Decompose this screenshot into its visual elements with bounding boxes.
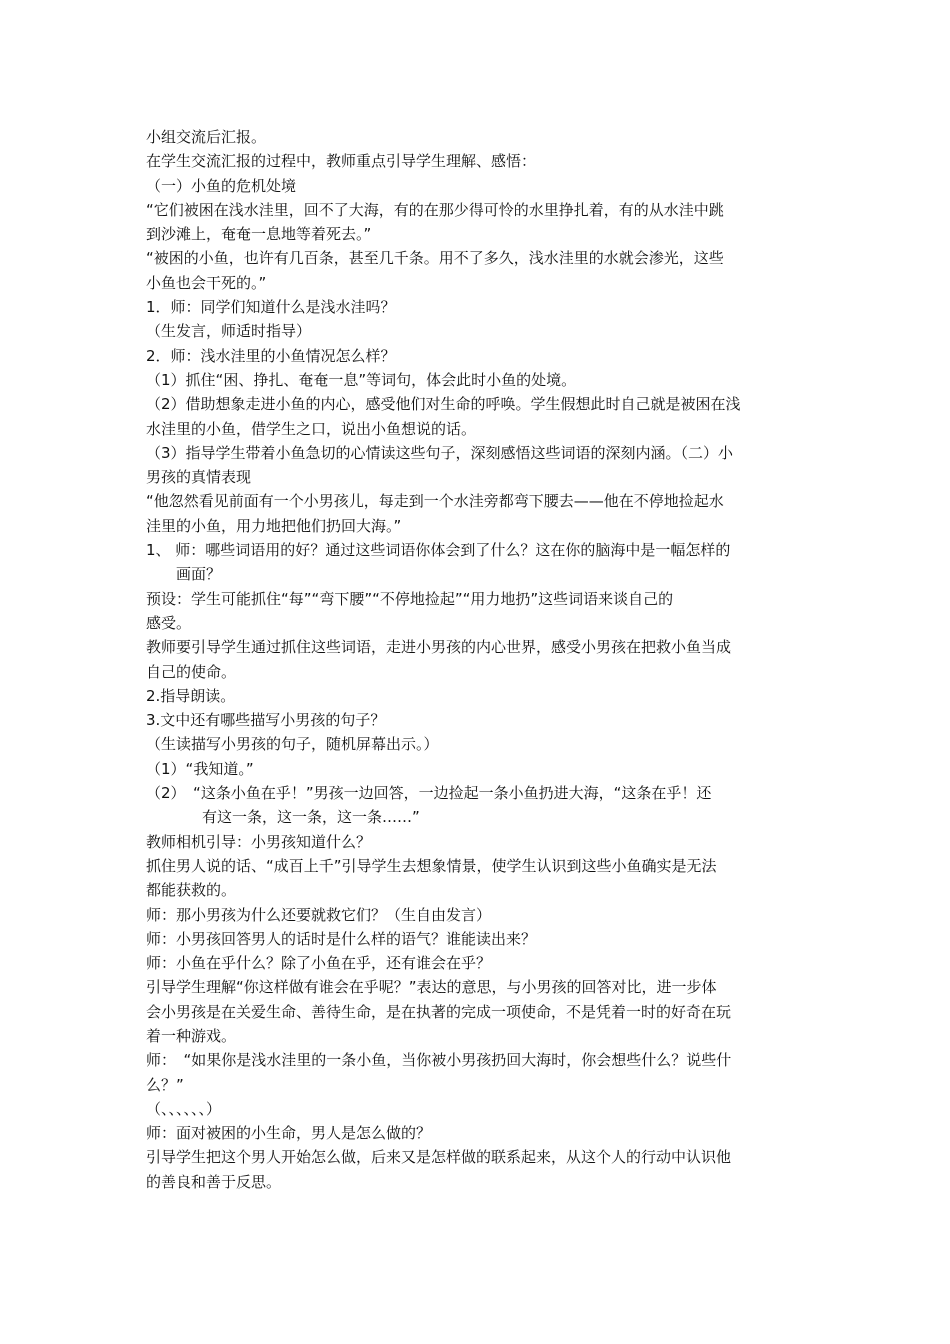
list-item: （1）抓住“困、挣扎、奄奄一息”等词句，体会此时小鱼的处境。 [146,370,577,389]
quote-line: 洼里的小鱼，用力地把他们扔回大海。” [146,516,402,535]
list-item: 2．师：浅水洼里的小鱼情况怎么样？ [146,346,396,365]
paragraph-line: 的善良和善于反思。 [146,1172,282,1191]
list-item: 3.文中还有哪些描写小男孩的句子？ [146,711,386,730]
list-item-continuation: 画面？ [176,565,222,584]
paragraph-line: 师： “如果你是浅水洼里的一条小鱼，当你被小男孩扔回大海时，你会想些什么？说些什 [146,1051,732,1070]
document-body [146,125,811,1194]
paragraph-line: 教师相机引导：小男孩知道什么？ [146,832,372,851]
quote-line: 小鱼也会干死的。” [146,273,267,292]
paragraph-line: （生读描写小男孩的句子，随机屏幕出示。） [146,735,439,754]
list-item: 2.指导朗读。 [146,686,236,705]
paragraph-line: 小组交流后汇报。 [146,128,267,146]
paragraph-line: 么？” [146,1075,184,1094]
list-item: （3）指导学生带着小鱼急切的心情读这些句子，深刻感悟这些词语的深刻内涵。（二）小 [146,443,734,462]
paragraph-line: 抓住男人说的话、“成百上千”引导学生去想象情景，使学生认识到这些小鱼确实是无法 [146,856,717,875]
quote-line: “被困的小鱼，也许有几百条，甚至几千条。用不了多久，浅水洼里的水就会渗光，这些 [146,249,724,268]
section-heading: （一）小鱼的危机处境 [146,176,297,195]
paragraph-line: 都能获救的。 [146,881,237,900]
paragraph-line: 着一种游戏。 [146,1026,237,1045]
quote-line: “他忽然看见前面有一个小男孩儿，每走到一个水洼旁都弯下腰去——他在不停地捡起水 [146,492,724,511]
paragraph-line: 师：小鱼在乎什么？除了小鱼在乎，还有谁会在乎？ [146,954,492,973]
paragraph-line: （、、、、、、） [146,1099,222,1118]
list-item: 1、 师：哪些词语用的好？通过这些词语你体会到了什么？这在你的脑海中是一幅怎样的 [146,541,731,560]
paragraph-line: 引导学生把这个男人开始怎么做，后来又是怎样做的联系起来，从这个人的行动中认识他 [146,1148,732,1167]
paragraph-line: 感受。 [146,613,192,632]
paragraph-line: 会小男孩是在关爱生命、善待生命，是在执著的完成一项使命，不是凭着一时的好奇在玩 [146,1002,732,1021]
list-item: （1）“我知道。” [146,759,254,778]
paragraph-line: （生发言，师适时指导） [146,322,312,341]
paragraph-line: 预设：学生可能抓住“每”“弯下腰”“不停地捡起”“用力地扔”这些词语来谈自己的 [146,589,674,608]
paragraph-line: 师：面对被困的小生命，男人是怎么做的？ [146,1124,432,1143]
section-heading: 男孩的真情表现 [146,468,252,487]
paragraph-line: 在学生交流汇报的过程中，教师重点引导学生理解、感悟： [146,152,537,171]
quote-line: 到沙滩上，奄奄一息地等着死去。” [146,225,372,244]
paragraph-line: 师：那小男孩为什么还要就救它们？（生自由发言） [146,905,492,924]
paragraph-line: 教师要引导学生通过抓住这些词语，走进小男孩的内心世界，感受小男孩在把救小鱼当成 [146,638,732,657]
paragraph-line: 自己的使命。 [146,662,237,681]
paragraph-line: 引导学生理解“你这样做有谁会在乎呢？”表达的意思，与小男孩的回答对比，进一步体 [146,978,717,997]
list-item: （2）借助想象走进小鱼的内心，感受他们对生命的呼唤。学生假想此时自己就是被困在浅 [146,395,741,414]
list-item: 1．师：同学们知道什么是浅水洼吗？ [146,298,396,317]
paragraph-line: 师：小男孩回答男人的话时是什么样的语气？谁能读出来？ [146,929,537,948]
paragraph-line: 水洼里的小鱼，借学生之口，说出小鱼想说的话。 [146,419,477,438]
list-item-continuation: 有这一条，这一条，这一条……” [202,808,420,827]
list-item: （2） “这条小鱼在乎！”男孩一边回答，一边捡起一条小鱼扔进大海，“这条在乎！还 [146,784,712,803]
quote-line: “它们被困在浅水洼里，回不了大海，有的在那少得可怜的水里挣扎着，有的从水洼中跳 [146,200,724,219]
